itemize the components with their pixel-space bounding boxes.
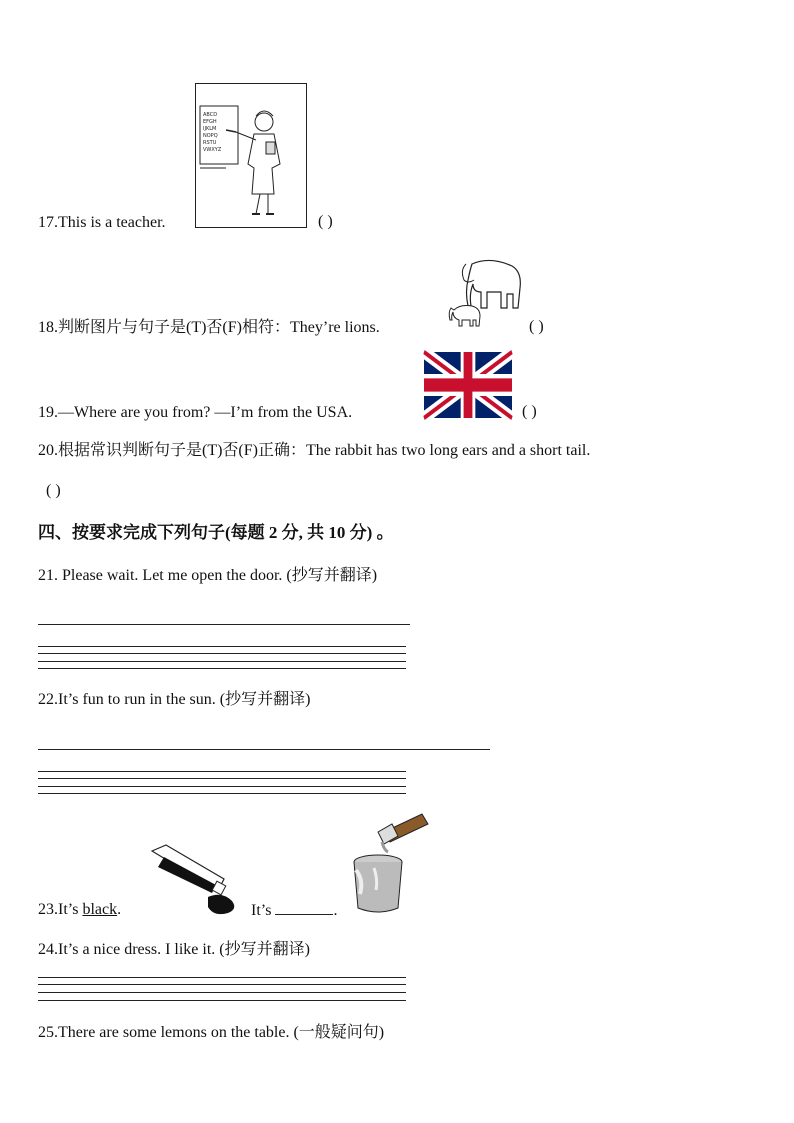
writing-line[interactable]	[38, 786, 406, 787]
chart-letters-1: ABCD	[203, 112, 218, 118]
union-jack-flag	[424, 352, 512, 418]
chart-letters-2: EFGH	[203, 119, 217, 125]
chart-letters-3: IJKLM	[203, 126, 217, 132]
writing-line[interactable]	[38, 668, 406, 669]
writing-line[interactable]	[38, 793, 406, 794]
writing-line[interactable]	[38, 661, 406, 662]
question-23	[38, 900, 121, 920]
question-25: 25.There are some lemons on the table. (一般疑问句)	[38, 1024, 385, 1041]
question-23-suffix: .	[117, 901, 122, 918]
writing-line[interactable]	[38, 771, 406, 772]
writing-line[interactable]	[38, 653, 406, 654]
chart-letters-4: NOPQ	[203, 133, 218, 139]
answer-blank-19[interactable]: ( )	[522, 403, 537, 420]
question-19: 19.—Where are you from? —I’m from the USA.	[38, 404, 353, 421]
question-23-second-text: It’s	[251, 902, 276, 919]
teacher-illustration	[196, 84, 308, 229]
chart-letters-6: VWXYZ	[203, 147, 222, 153]
writing-line[interactable]	[38, 977, 406, 978]
question-22: 22.It’s fun to run in the sun. (抄写并翻译)	[38, 691, 311, 708]
writing-line[interactable]	[38, 992, 406, 993]
question-23-prefix: 23.It’s	[38, 901, 83, 918]
question-23-blank[interactable]	[275, 900, 333, 915]
question-24: 24.It’s a nice dress. I like it. (抄写并翻译)	[38, 941, 310, 958]
chart-letters-5: RSTU	[203, 140, 217, 146]
writing-line[interactable]	[38, 778, 406, 779]
question-23-end: .	[333, 902, 338, 919]
writing-line[interactable]	[38, 749, 490, 750]
section-4-title: 四、按要求完成下列句子(每题 2 分, 共 10 分) 。	[38, 523, 394, 542]
black-paint-tube	[144, 843, 244, 913]
writing-line[interactable]	[38, 984, 406, 985]
question-18: 18.判断图片与句子是(T)否(F)相符：They’re lions.	[38, 319, 380, 336]
answer-blank-20[interactable]: ( )	[46, 482, 61, 499]
question-23-answer: black	[82, 901, 118, 918]
teacher-picture	[195, 83, 307, 228]
writing-line[interactable]	[38, 646, 406, 647]
question-21: 21. Please wait. Let me open the door. (抄写并翻译)	[38, 567, 378, 584]
question-20: 20.根据常识判断句子是(T)否(F)正确：The rabbit has two long ears and a short tail.	[38, 442, 591, 459]
question-23-second	[251, 900, 337, 921]
white-paint-bucket	[344, 810, 434, 920]
answer-blank-18[interactable]: ( )	[529, 318, 544, 335]
answer-blank-17[interactable]: ( )	[318, 213, 333, 230]
question-17: 17.This is a teacher.	[38, 214, 166, 231]
writing-line[interactable]	[38, 624, 410, 625]
elephants-picture	[444, 254, 524, 334]
writing-line[interactable]	[38, 1000, 406, 1001]
